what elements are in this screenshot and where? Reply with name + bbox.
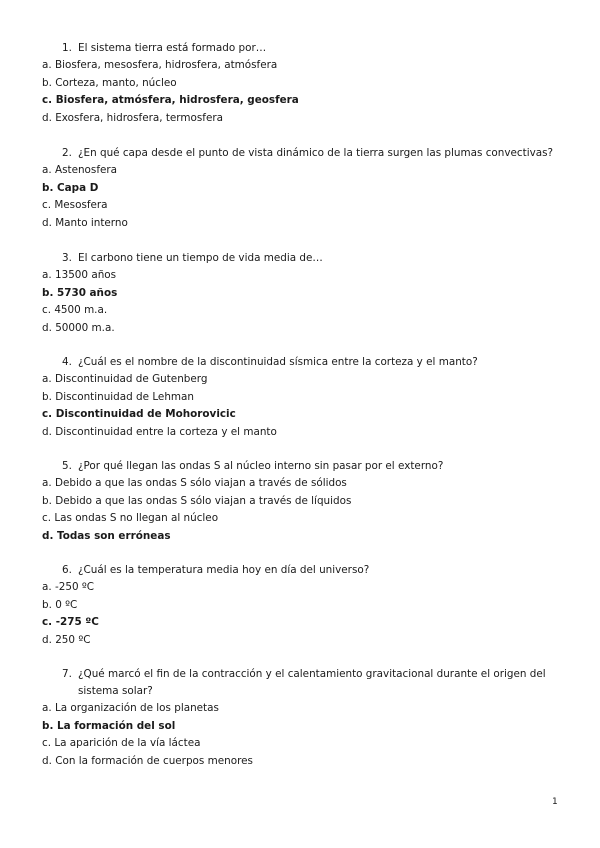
question-text: ¿Por qué llegan las ondas S al núcleo interno sin pasar por el externo?	[78, 460, 444, 472]
answer-option: c. Mesosfera	[42, 199, 108, 211]
question-text: ¿Cuál es el nombre de la discontinuidad sísmica entre la corteza y el manto?	[78, 356, 478, 368]
question-stem	[62, 562, 562, 579]
question-number: 3.	[62, 252, 72, 264]
answer-option: d. Con la formación de cuerpos menores	[42, 754, 253, 767]
question-stem	[62, 666, 562, 700]
answer-option: d. 50000 m.a.	[42, 321, 115, 334]
question-stem	[62, 354, 562, 371]
answer-option: b. Corteza, manto, núcleo	[42, 76, 177, 89]
question-number: 4.	[62, 356, 72, 368]
question-number: 1.	[62, 42, 72, 54]
answer-option: b. 0 ºC	[42, 598, 78, 611]
answer-option: c. La aparición de la vía láctea	[42, 737, 201, 749]
question-3	[42, 250, 562, 337]
answer-option: d. Exosfera, hidrosfera, termosfera	[42, 111, 223, 124]
question-2	[42, 145, 562, 232]
answer-option: a. -250 ºC	[42, 581, 95, 593]
answer-option: a. Astenosfera	[42, 164, 118, 176]
question-6	[42, 562, 562, 649]
answer-option-correct: b. Capa D	[42, 181, 99, 194]
answer-option: c. 4500 m.a.	[42, 304, 108, 316]
question-text: El sistema tierra está formado por…	[78, 42, 267, 54]
question-number: 7.	[62, 668, 72, 680]
answer-option: a. Debido a que las ondas S sólo viajan a través de sólidos	[42, 477, 347, 489]
answer-option: d. 250 ºC	[42, 633, 91, 646]
answer-option-correct: b. 5730 años	[42, 286, 118, 299]
question-4	[42, 354, 562, 441]
question-1	[42, 40, 562, 127]
page-number: 1	[552, 797, 558, 807]
question-5	[42, 458, 562, 545]
answer-option: c. Las ondas S no llegan al núcleo	[42, 512, 219, 524]
answer-option: b. Discontinuidad de Lehman	[42, 390, 194, 403]
question-number: 6.	[62, 564, 72, 576]
answer-option-correct: d. Todas son erróneas	[42, 529, 171, 542]
answer-option: d. Manto interno	[42, 216, 128, 229]
question-7	[42, 666, 562, 770]
question-number: 2.	[62, 147, 72, 159]
question-stem	[62, 40, 562, 57]
answer-option-correct: c. Biosfera, atmósfera, hidrosfera, geosfera	[42, 94, 299, 106]
answer-option: a. Biosfera, mesosfera, hidrosfera, atmósfera	[42, 59, 278, 71]
answer-option-correct: c. Discontinuidad de Mohorovicic	[42, 408, 236, 420]
question-text: El carbono tiene un tiempo de vida media de…	[78, 252, 323, 264]
answer-option: a. 13500 años	[42, 269, 117, 281]
answer-option: b. Debido a que las ondas S sólo viajan a través de líquidos	[42, 494, 352, 507]
answer-option-correct: b. La formación del sol	[42, 719, 176, 732]
question-text: ¿Qué marcó el fin de la contracción y el calentamiento gravitacional durante el origen del sistema solar?	[78, 668, 546, 697]
question-stem	[62, 458, 562, 475]
question-number: 5.	[62, 460, 72, 472]
question-text: ¿Cuál es la temperatura media hoy en día del universo?	[78, 564, 370, 576]
question-stem	[62, 145, 562, 162]
answer-option: d. Discontinuidad entre la corteza y el manto	[42, 425, 277, 438]
answer-option: a. La organización de los planetas	[42, 702, 219, 714]
answer-option-correct: c. -275 ºC	[42, 616, 99, 628]
question-stem	[62, 250, 562, 267]
answer-option: a. Discontinuidad de Gutenberg	[42, 373, 208, 385]
question-text: ¿En qué capa desde el punto de vista dinámico de la tierra surgen las plumas convectivas?	[78, 147, 554, 159]
